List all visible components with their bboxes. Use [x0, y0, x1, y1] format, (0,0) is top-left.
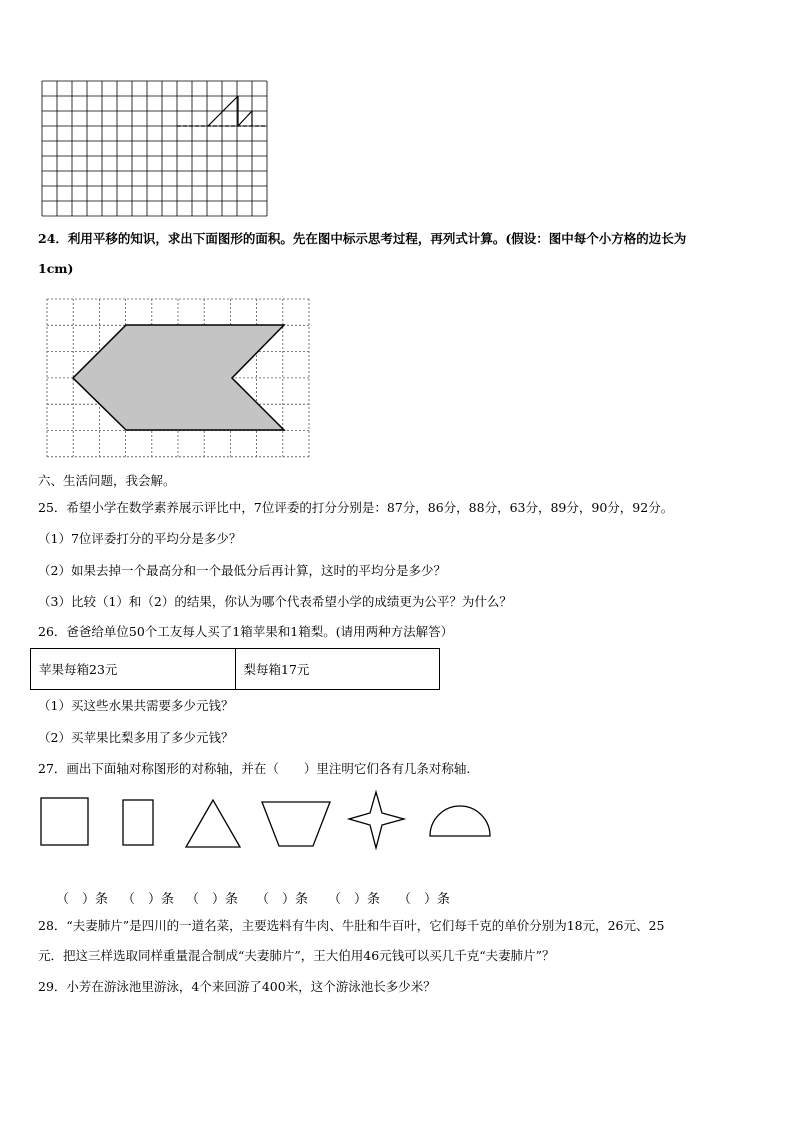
q25-sub2: （2）如果去掉一个最高分和一个最低分后再计算，这时的平均分是多少？ — [38, 563, 446, 578]
q25-sub1: （1）7位评委打分的平均分是多少？ — [38, 531, 242, 546]
q25-sub3: （3）比较（1）和（2）的结果，你认为哪个代表希望小学的成绩更为公平？为什么？ — [38, 594, 512, 609]
answer-blank-5[interactable]: （ ）条 — [328, 892, 381, 907]
apple-price-cell: 苹果每箱23元 — [39, 662, 118, 677]
q24-text-line1: 24．利用平移的知识，求出下面图形的面积。先在图中标示思考过程，再列式计算。(假设：图中每个小方格的边长为 — [38, 231, 687, 246]
section-6-title: 六、生活问题，我会解。 — [38, 473, 176, 488]
answer-blank-6[interactable]: （ ）条 — [398, 892, 451, 907]
answer-blank-2[interactable]: （ ）条 — [122, 892, 175, 907]
q29-stem: 29．小芳在游泳池里游泳，4个来回游了400米，这个游泳池长多少米？ — [38, 979, 436, 994]
q24-text-line2: 1cm) — [38, 261, 74, 276]
trapezoid-shape — [262, 802, 330, 846]
rectangle-shape — [123, 800, 153, 845]
q26-sub1: （1）买这些水果共需要多少元钱？ — [38, 698, 234, 713]
q26-stem: 26．爸爸给单位50个工友每人买了1箱苹果和1箱梨。(请用两种方法解答） — [38, 624, 454, 639]
semicircle-shape — [430, 806, 490, 836]
answer-blank-3[interactable]: （ ）条 — [186, 892, 239, 907]
pear-price-cell: 梨每箱17元 — [235, 649, 440, 689]
triangle-shape — [186, 800, 240, 847]
answer-blank-4[interactable]: （ ）条 — [256, 892, 309, 907]
q28-text-line2: 元．把这三样选取同样重量混合制成“夫妻肺片”，王大伯用46元钱可以买几千克“夫妻肺片”？ — [38, 948, 555, 963]
square-shape — [41, 798, 88, 845]
four-point-star-shape — [349, 792, 404, 848]
answer-blank-1[interactable]: （ ）条 — [56, 892, 109, 907]
q27-stem: 27．画出下面轴对称图形的对称轴，并在（ ）里注明它们各有几条对称轴. — [38, 761, 471, 776]
q26-sub2: （2）买苹果比梨多用了多少元钱？ — [38, 730, 234, 745]
q28-text-line1: 28．“夫妻肺片”是四川的一道名菜，主要选料有牛肉、牛肚和牛百叶，它们每千克的单价分别为18元，26元、25 — [38, 918, 665, 933]
q25-stem: 25．希望小学在数学素养展示评比中，7位评委的打分分别是：87分，86分，88分，63分，89分，90分，92分。 — [38, 500, 674, 515]
